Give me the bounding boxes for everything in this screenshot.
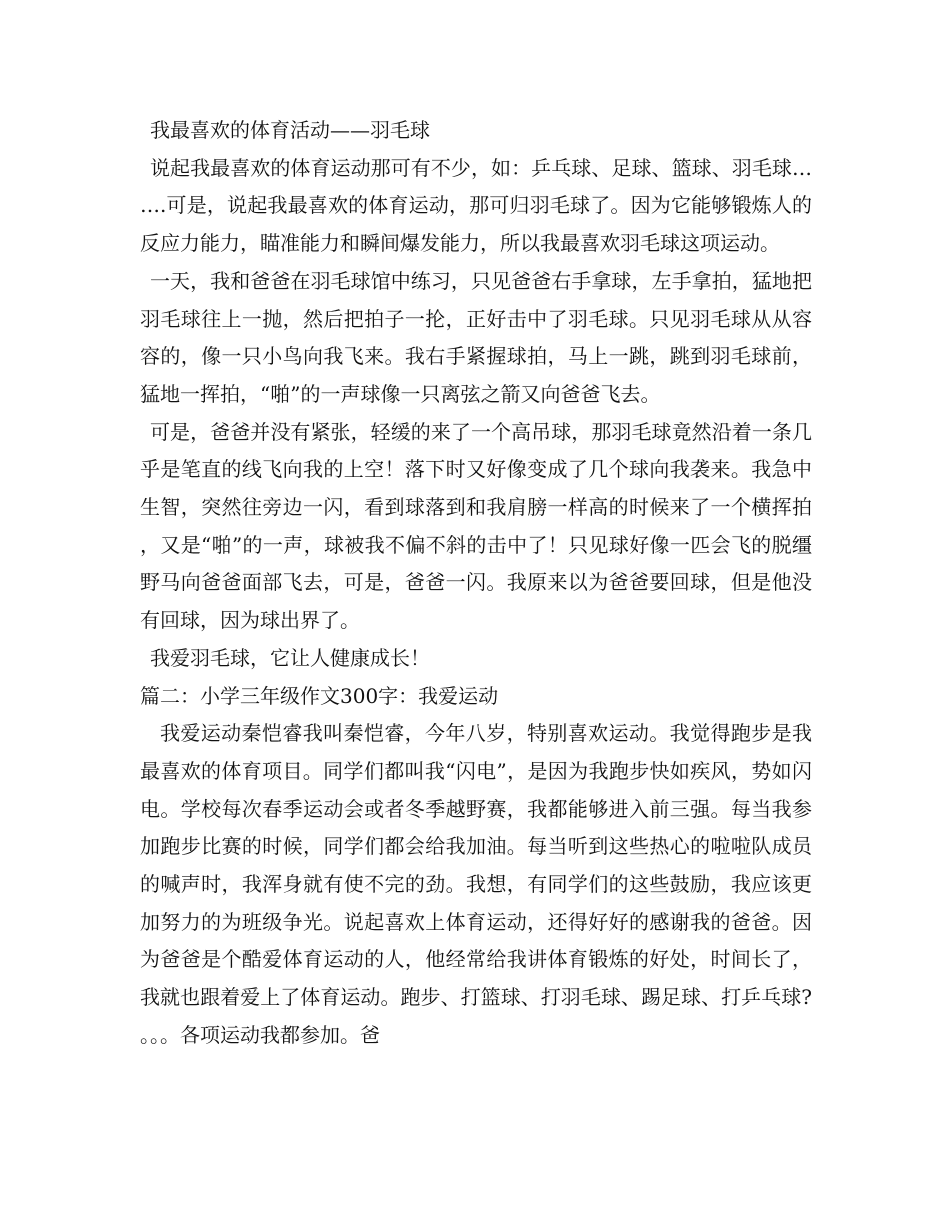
essay-title: 我最喜欢的体育活动——羽毛球	[150, 118, 430, 142]
paragraph-4: 我爱羽毛球，它让人健康成长！	[150, 645, 430, 670]
section-2-title: 篇二：小学三年级作文300字：我爱运动	[140, 683, 499, 708]
paragraph-1: 说起我最喜欢的体育运动那可有不少，如：乒乓球、足球、篮球、羽毛球…….可是，说起我最喜欢的体育运动，那可归羽毛球了。因为它能够锻炼人的反应力能力，瞄准能力和瞬间爆发能力，所以我最喜欢羽毛球这项运动。	[140, 155, 812, 256]
paragraph-3: 可是，爸爸并没有紧张，轻缓的来了一个高吊球，那羽毛球竟然沿着一条几乎是笔直的线飞向我的上空！落下时又好像变成了几个球向我袭来。我急中生智，突然往旁边一闪，看到球落到和我肩膀一样高的时候来了一个横挥拍，又是“啪”的一声，球被我不偏不斜的击中了！只见球好像一匹会飞的脱缰野马向爸爸面部飞去，可是，爸爸一闪。我原来以为爸爸要回球，但是他没有回球，因为球出界了。	[140, 419, 812, 633]
paragraph-2: 一天，我和爸爸在羽毛球馆中练习，只见爸爸右手拿球，左手拿拍，猛地把羽毛球往上一抛，然后把拍子一抡，正好击中了羽毛球。只见羽毛球从从容容的，像一只小鸟向我飞来。我右手紧握球拍，马上一跳，跳到羽毛球前，猛地一挥拍，“啪”的一声球像一只离弦之箭又向爸爸飞去。	[140, 268, 812, 406]
section-2-paragraph: 我爱运动秦恺睿我叫秦恺睿，今年八岁，特别喜欢运动。我觉得跑步是我最喜欢的体育项目。同学们都叫我“闪电”，是因为我跑步快如疾风，势如闪电。学校每次春季运动会或者冬季越野赛，我都能够进入前三强。每当我参加跑步比赛的时候，同学们都会给我加油。每当听到这些热心的啦啦队成员的喊声时，我浑身就有使不完的劲。我想，有同学们的这些鼓励，我应该更加努力的为班级争光。说起喜欢上体育运动，还得好好的感谢我的爸爸。因为爸爸是个酷爱体育运动的人，他经常给我讲体育锻炼的好处，时间长了，我就也跟着爱上了体育运动。跑步、打篮球、打羽毛球、踢足球、打乒乓球?。。。各项运动我都参加。爸	[140, 721, 812, 1047]
document-body	[140, 112, 812, 1055]
